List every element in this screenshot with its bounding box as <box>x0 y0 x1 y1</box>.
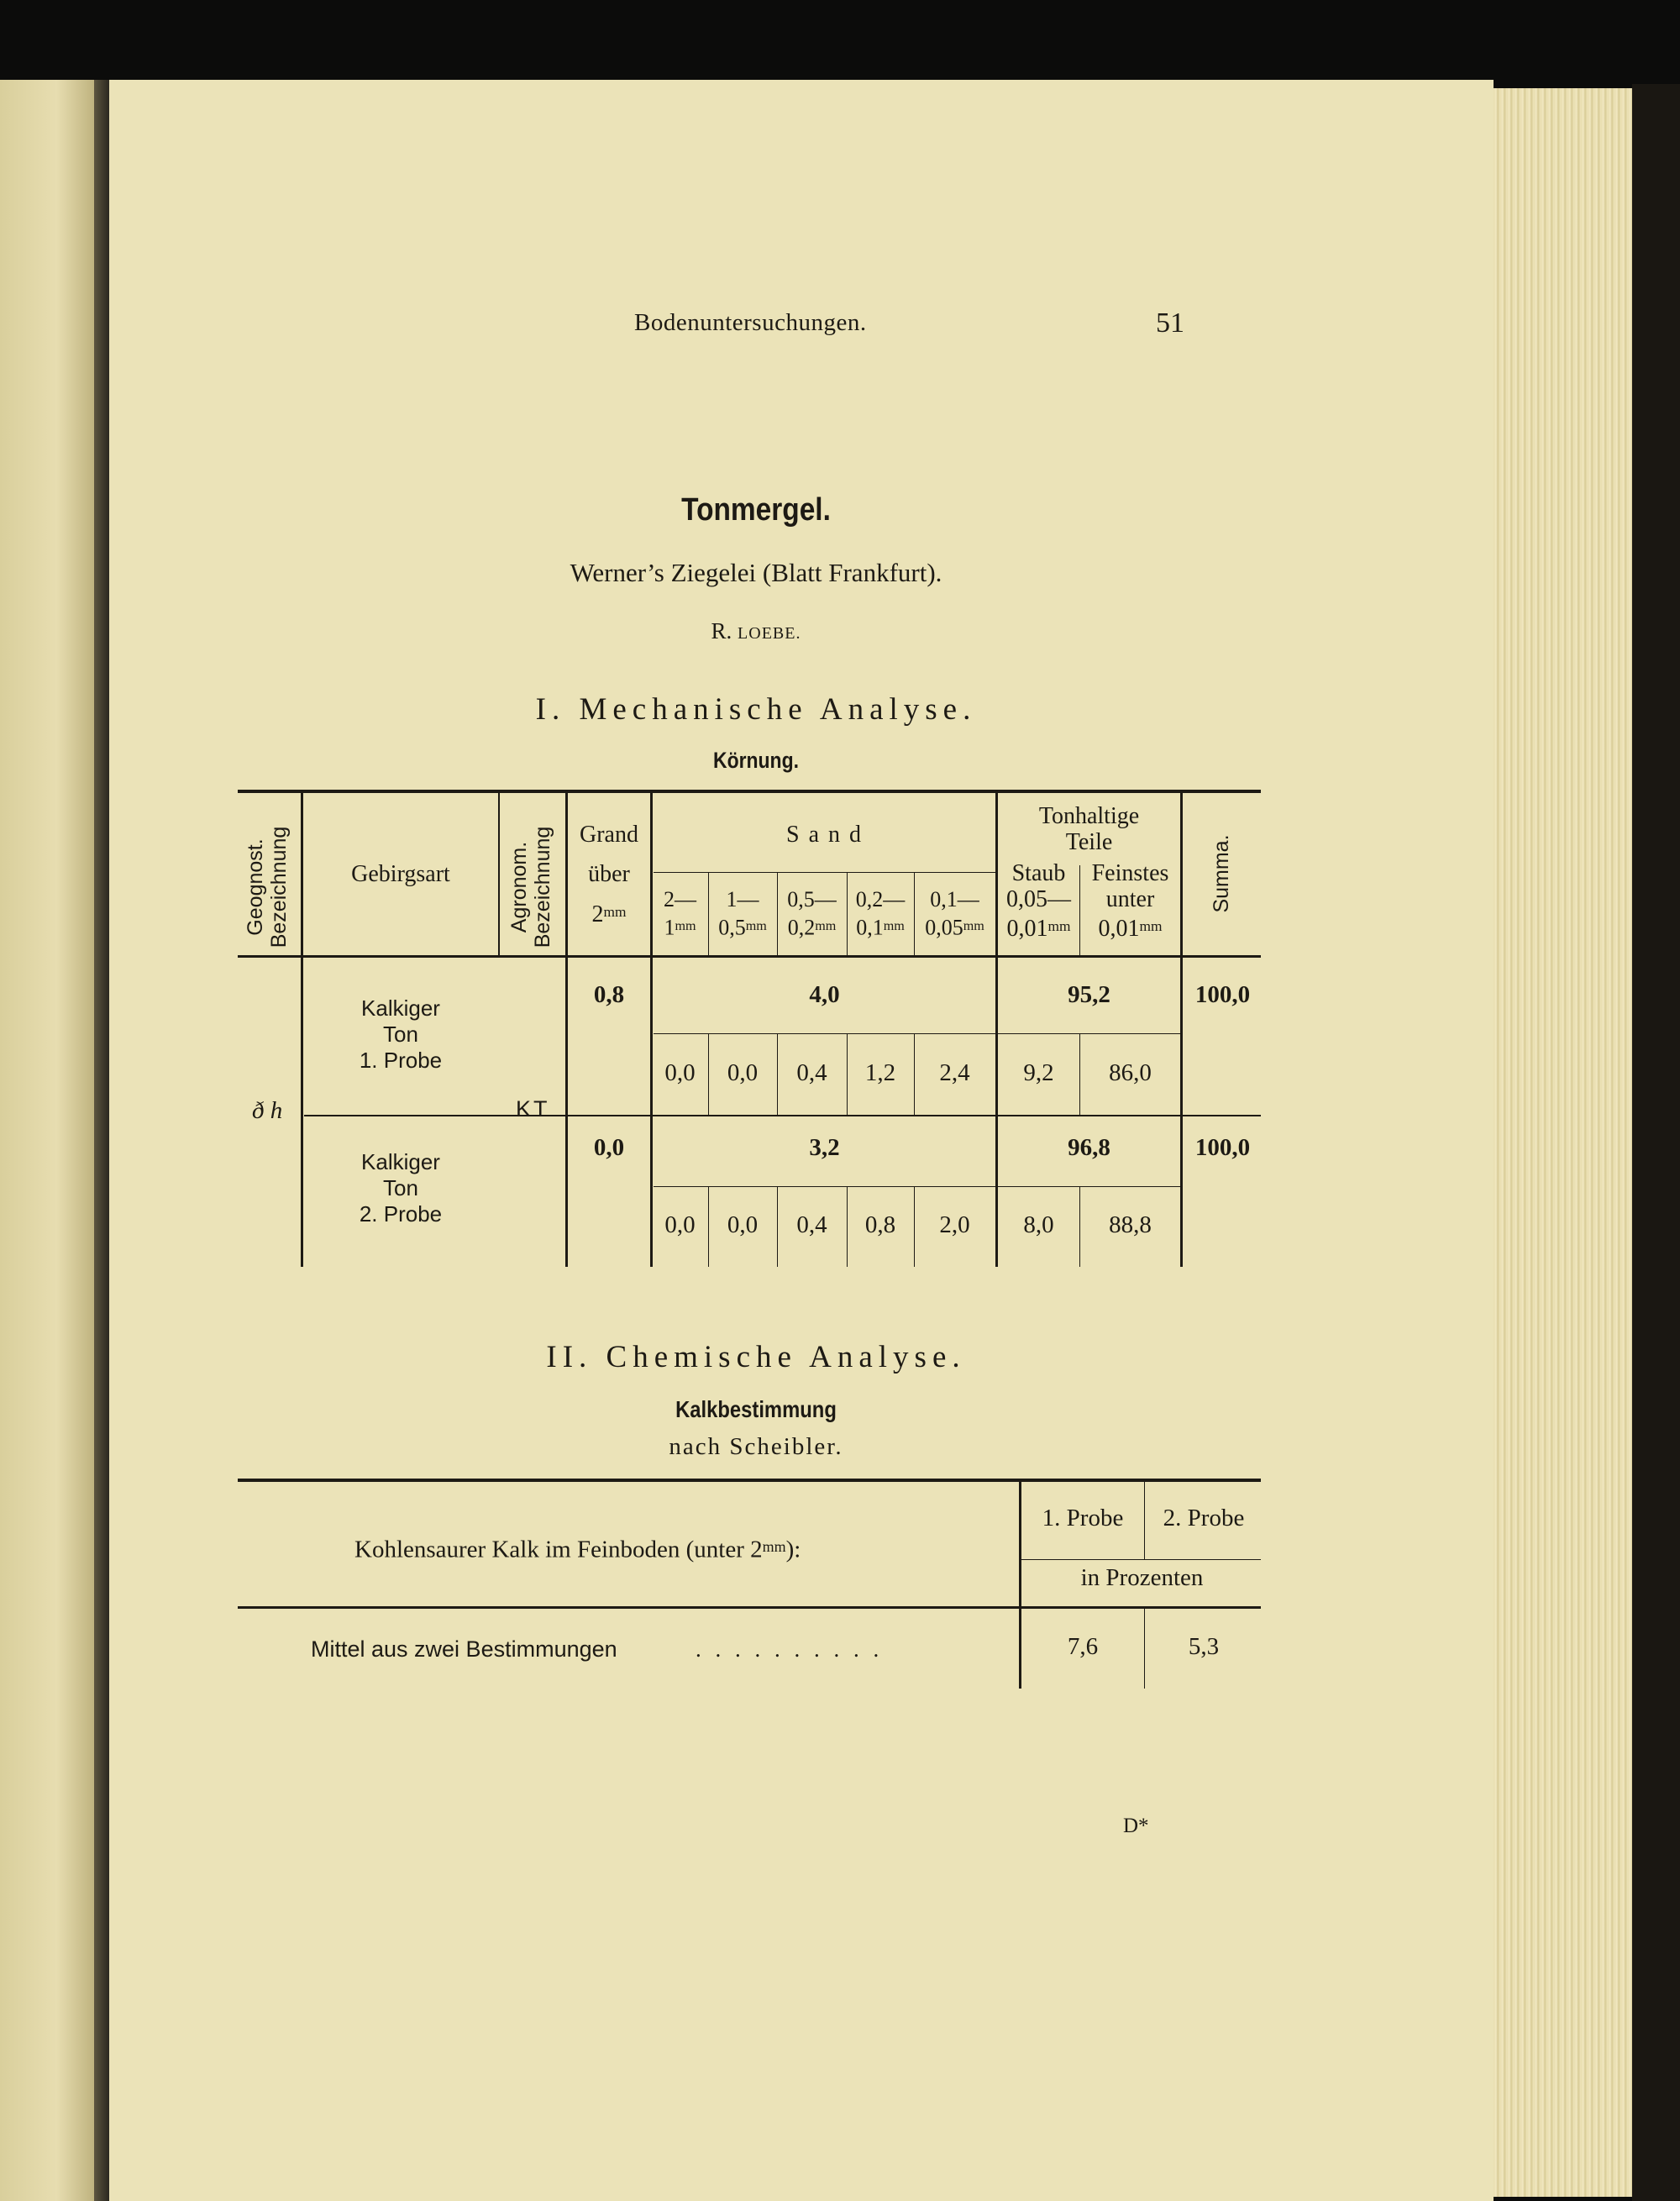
staub-size-value: 0,01 <box>1006 916 1048 943</box>
sand-col-2-unit: mm <box>745 919 767 933</box>
sand-col-3-size: 0,2 <box>787 915 816 940</box>
header-sand: S a n d <box>786 822 863 848</box>
sample2-gebirgsart <box>304 1149 497 1227</box>
book-gutter <box>94 80 109 2201</box>
header-geognost <box>244 803 294 971</box>
chem-leader-dots: . . . . . . . . . . <box>696 1636 884 1662</box>
header-grand: Grand <box>580 822 638 848</box>
geognost-symbol: ð h <box>252 1097 283 1124</box>
section-heading-chemical: II. Chemische Analyse. <box>546 1340 966 1374</box>
sand-col-4-top: 0,2— <box>855 887 906 911</box>
sample1-staub: 9,2 <box>1023 1059 1054 1086</box>
page-number: 51 <box>1156 307 1184 339</box>
sample1-split-rule <box>654 1033 1182 1034</box>
sample2-gebirgsart-line1: Kalkiger <box>361 1149 440 1174</box>
author-name: LOEBE. <box>738 624 801 643</box>
header-grand-ueber: über <box>588 861 630 887</box>
sand-col-1-unit: mm <box>675 919 696 933</box>
chem-header-rule <box>238 1606 1261 1609</box>
chem-subheader-rule <box>1019 1559 1261 1560</box>
sand-col-5-top: 0,1— <box>930 887 979 911</box>
header-agronom <box>507 803 558 971</box>
sample1-sand-total: 4,0 <box>809 981 840 1008</box>
header-geognost-line2: Bezeichnung <box>267 826 291 948</box>
header-feinstes: Feinstes <box>1091 860 1169 886</box>
chem-row-label-unit: mm <box>762 1538 786 1555</box>
section-subheading-koernung: Körnung. <box>713 748 799 773</box>
sample1-sand-4: 1,2 <box>864 1059 896 1086</box>
feinstes-size-unit: mm <box>1139 918 1163 934</box>
sample1-gebirgsart-line3: 1. Probe <box>359 1048 443 1073</box>
sand-col-1-size: 1 <box>664 915 675 940</box>
agronom-symbol: KT <box>516 1096 550 1122</box>
section-heading-mechanical: I. Mechanische Analyse. <box>535 692 977 727</box>
sample2-sand-4: 0,8 <box>864 1211 896 1238</box>
chem-col-2: 2. Probe <box>1163 1505 1245 1531</box>
sample-divider-rule <box>304 1115 1261 1116</box>
sand-col-5-size: 0,05 <box>925 915 963 940</box>
chem-row-label-text: Kohlensaurer Kalk im Feinboden (unter 2 <box>354 1536 763 1563</box>
staub-size-unit: mm <box>1047 918 1071 934</box>
chem-value-1: 7,6 <box>1067 1633 1099 1660</box>
running-title: Bodenuntersuchungen. <box>634 309 867 336</box>
signature-mark: D* <box>1123 1815 1149 1837</box>
header-tonhaltige: Tonhaltige <box>1038 803 1140 829</box>
header-grand-size <box>568 899 650 928</box>
sand-col-2-bottom <box>708 913 777 942</box>
grand-size-value: 2 <box>591 901 604 928</box>
location-subtitle: Werner’s Ziegelei (Blatt Frankfurt). <box>570 558 942 587</box>
header-staub-range: 0,05— <box>1006 886 1071 912</box>
sand-col-5-unit: mm <box>963 919 984 933</box>
header-teile: Teile <box>1065 829 1113 855</box>
table-header-rule <box>238 955 1261 958</box>
sample2-split-rule <box>654 1186 1182 1187</box>
header-agronom-line2: Bezeichnung <box>531 826 554 948</box>
header-feinstes-size <box>1080 913 1180 943</box>
col-rule-1 <box>301 793 303 1267</box>
sample2-feinstes: 88,8 <box>1109 1211 1152 1238</box>
sample2-grand: 0,0 <box>593 1134 625 1161</box>
sample2-summa: 100,0 <box>1194 1134 1251 1161</box>
sample1-summa: 100,0 <box>1194 981 1251 1008</box>
sample2-sand-5: 2,0 <box>939 1211 970 1238</box>
sand-col-3-top: 0,5— <box>787 887 837 911</box>
col-rule-2 <box>498 793 500 955</box>
sample1-feinstes: 86,0 <box>1109 1059 1152 1086</box>
sample2-sand-total: 3,2 <box>809 1134 840 1161</box>
method-label: nach Scheibler. <box>669 1433 843 1460</box>
sand-col-2-size: 0,5 <box>718 915 746 940</box>
header-agronom-line1: Agronom. <box>507 841 531 933</box>
sample2-sand-3: 0,4 <box>796 1211 827 1238</box>
header-staub-size <box>998 913 1079 943</box>
left-page-edge <box>0 80 94 2201</box>
col-rule-6 <box>1180 793 1183 1267</box>
chem-top-rule <box>238 1479 1261 1482</box>
chem-mean-label: Mittel aus zwei Bestimmungen <box>311 1636 617 1662</box>
sample1-sand-5: 2,4 <box>939 1059 970 1086</box>
section-subheading-kalkbestimmung: Kalkbestimmung <box>675 1396 837 1422</box>
sand-col-2-top: 1— <box>726 887 759 911</box>
grand-size-unit: mm <box>603 904 627 920</box>
sand-col-3-bottom <box>777 913 847 942</box>
page-fore-edge <box>1494 88 1632 2197</box>
book-cover-edge <box>1632 84 1680 2201</box>
sand-col-1-top: 2— <box>664 887 696 911</box>
page-title: Tonmergel. <box>681 492 831 528</box>
sample2-staub: 8,0 <box>1023 1211 1054 1238</box>
feinstes-size-value: 0,01 <box>1098 916 1140 943</box>
table-top-rule <box>238 790 1261 793</box>
col-rule-4 <box>650 793 653 1267</box>
sample1-sand-2: 0,0 <box>727 1059 759 1086</box>
header-staub: Staub <box>1011 860 1066 886</box>
chem-row-label-end: ): <box>785 1536 801 1563</box>
sample2-ton-total: 96,8 <box>1068 1134 1110 1161</box>
sand-col-4-unit: mm <box>883 919 905 933</box>
sample2-sand-1: 0,0 <box>664 1211 696 1238</box>
author-line <box>588 618 924 644</box>
header-gebirgsart: Gebirgsart <box>351 861 450 887</box>
sample2-gebirgsart-line2: Ton <box>383 1175 418 1200</box>
sand-col-3-unit: mm <box>815 919 837 933</box>
sand-col-5-bottom <box>914 913 995 942</box>
sand-col-4-bottom <box>847 913 914 942</box>
header-summa: Summa. <box>1210 834 1233 913</box>
sample2-gebirgsart-line3: 2. Probe <box>359 1201 443 1227</box>
sample1-gebirgsart <box>304 995 497 1074</box>
sand-col-1-bottom <box>652 913 708 942</box>
chem-col-1: 1. Probe <box>1042 1505 1124 1531</box>
author-initial: R. <box>711 618 738 643</box>
chem-value-2: 5,3 <box>1188 1633 1220 1660</box>
chem-row-label <box>354 1533 801 1563</box>
sample1-grand: 0,8 <box>593 981 625 1008</box>
sample1-gebirgsart-line2: Ton <box>383 1022 418 1047</box>
sand-col-4-size: 0,1 <box>856 915 884 940</box>
chem-unit: in Prozenten <box>1080 1564 1204 1591</box>
sample2-sand-2: 0,0 <box>727 1211 759 1238</box>
sample1-ton-total: 95,2 <box>1068 981 1110 1008</box>
sample1-gebirgsart-line1: Kalkiger <box>361 995 440 1021</box>
sample1-sand-3: 0,4 <box>796 1059 827 1086</box>
sample1-sand-1: 0,0 <box>664 1059 696 1086</box>
header-geognost-line1: Geognost. <box>244 838 267 936</box>
sand-subheader-rule <box>654 872 995 873</box>
header-feinstes-unter: unter <box>1105 886 1155 912</box>
